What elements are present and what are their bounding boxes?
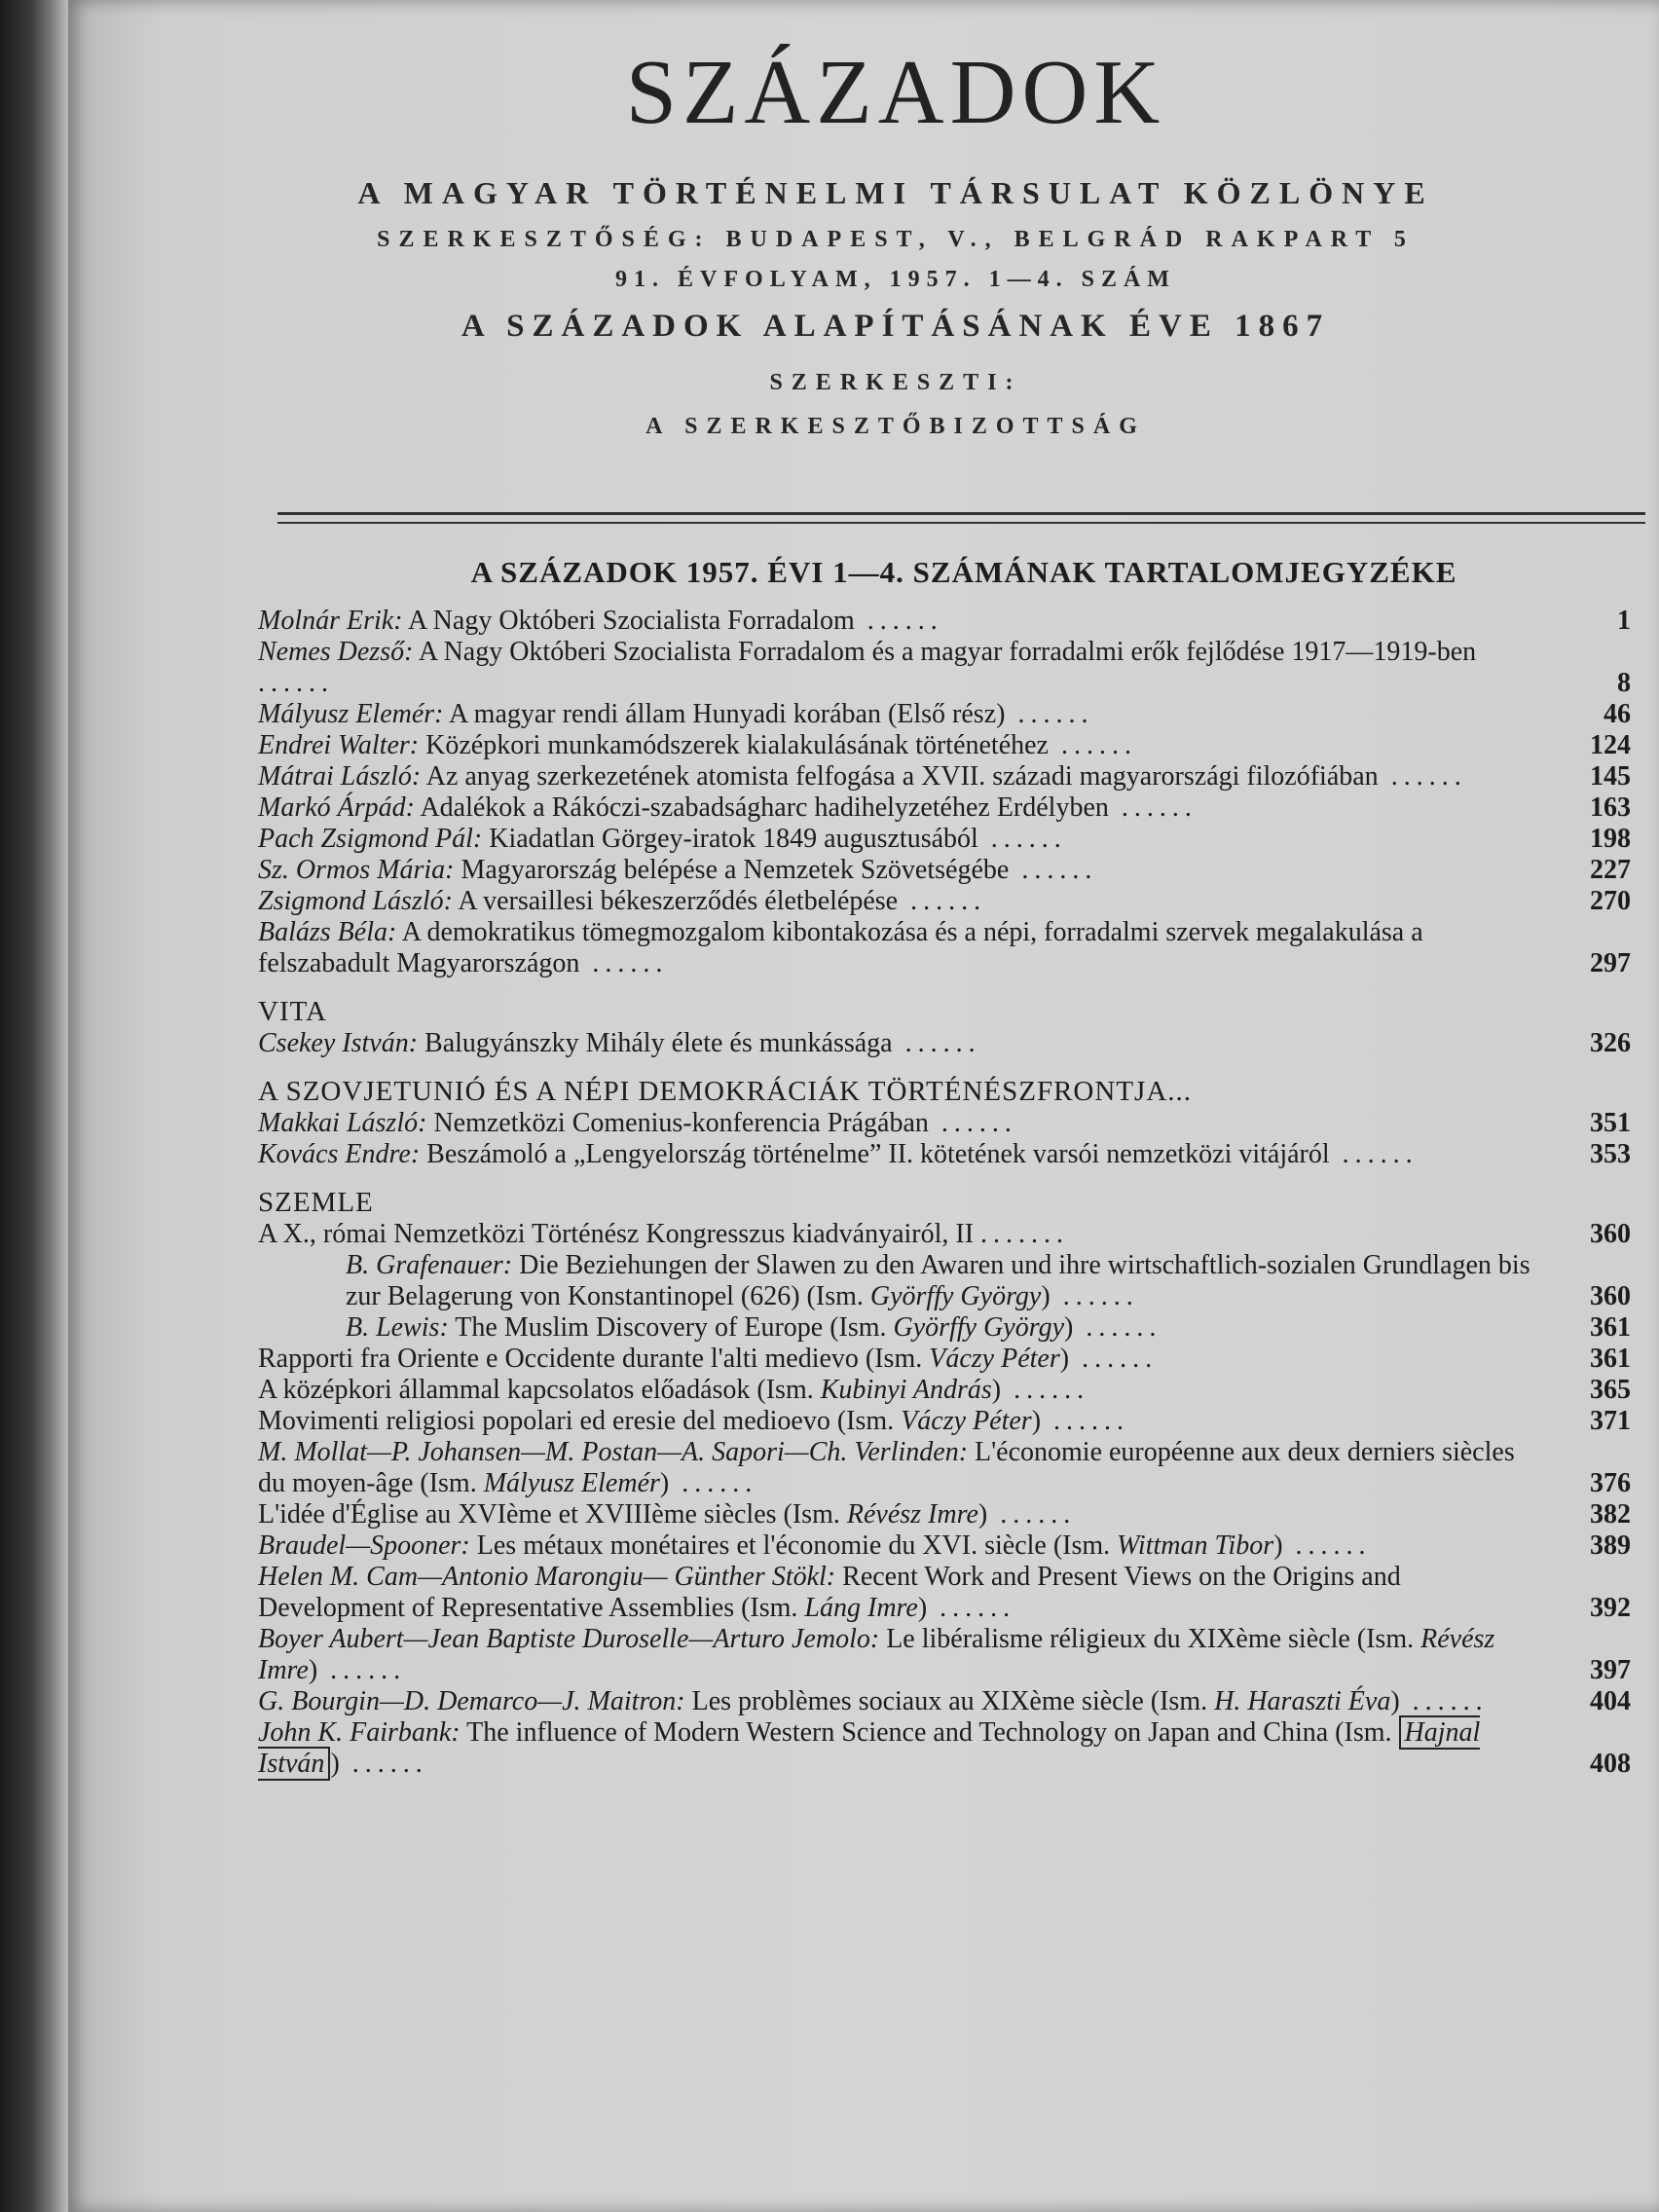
masthead [263, 39, 1529, 440]
entry-author: Pach Zsigmond Pál: [258, 824, 483, 854]
entry-title: Die Beziehungen der Slawen zu den Awaren und ihre wirtschaftlich-sozialen Grundlagen bis zur Belagerung von Konstantinopel (626) (Ism. [346, 1250, 1530, 1311]
list-item: Braudel—Spooner: Les métaux monétaires et l'économie du XVI. siècle (Ism. Wittman Tibor) ...... 389 [258, 1530, 1631, 1561]
szemle-list [258, 1250, 1631, 1780]
entry-author: B. Lewis: [346, 1312, 449, 1343]
list-item: Movimenti religiosi popolari ed eresie del medioevo (Ism. Váczy Péter) ...... 371 [258, 1406, 1631, 1436]
leader-dots: ...... [1399, 1686, 1489, 1716]
list-item [258, 1028, 1631, 1059]
page-number: 46 [1604, 699, 1631, 729]
list-item [258, 886, 1631, 917]
list-item [258, 637, 1631, 699]
entry-author: Mátrai László: [258, 761, 422, 792]
leader-dots: ...... [927, 1593, 1016, 1623]
list-item: M. Mollat—P. Johansen—M. Postan—A. Sapori—Ch. Verlinden: L'économie européenne aux deux derniers siècles du moyen-âge (Ism. Mályusz Elemér) ...... 376 [258, 1437, 1631, 1498]
entry-title: A középkori állammal kapcsolatos előadások (Ism. [258, 1375, 814, 1405]
page-number: 360 [1590, 1281, 1631, 1311]
entry-author: Csekey István: [258, 1028, 419, 1058]
page-number: 270 [1590, 886, 1631, 916]
list-item: L'idée d'Église au XVIème et XVIIIème siècles (Ism. Révész Imre) ...... 382 [258, 1499, 1631, 1530]
leader-dots: ...... [1378, 761, 1467, 792]
editor-label: SZERKESZTI: [769, 370, 1022, 395]
entry-title: L'économie européenne aux deux derniers siècles du moyen-âge (Ism. [258, 1437, 1515, 1498]
entry-author: Sz. Ormos Mária: [258, 855, 455, 885]
entry-reviewer: Kubinyi András [820, 1375, 992, 1405]
entry-reviewer: Györffy György [869, 1281, 1042, 1311]
leader-dots: ...... [987, 1499, 1077, 1530]
leader-dots: ...... [1001, 1375, 1090, 1405]
leader-dots: ...... [339, 1749, 428, 1779]
list-item: John K. Fairbank: The influence of Modern Western Science and Technology on Japan and China (Ism. Hajnal István ) ...... 408 [258, 1717, 1631, 1779]
leader-dots: ...... [317, 1655, 407, 1685]
entry-author: Helen M. Cam—Antonio Marongiu— Günther Stökl: [258, 1562, 836, 1592]
entry-title: Adalékok a Rákóczi-szabadságharc hadihelyzetéhez Erdélyben [420, 793, 1109, 823]
page-number: 297 [1590, 948, 1631, 978]
founding-year: A SZÁZADOK ALAPÍTÁSÁNAK ÉVE 1867 [461, 309, 1331, 344]
page-number: 389 [1590, 1530, 1631, 1561]
divider-rule [277, 512, 1645, 515]
divider-rule [277, 522, 1645, 524]
entry-author: Markó Árpád: [258, 793, 415, 823]
list-item: Helen M. Cam—Antonio Marongiu— Günther Stökl: Recent Work and Present Views on the Origins and Development of Representative Assemblies (Ism. Láng Imre) ...... 392 [258, 1562, 1631, 1623]
leader-dots: ...... [854, 606, 943, 636]
page-number: 227 [1590, 855, 1631, 885]
entry-reviewer: Révész Imre [846, 1499, 978, 1530]
leader-dots: ...... [1108, 793, 1198, 823]
leader-dots: ...... [1073, 1312, 1162, 1343]
list-item [258, 699, 1631, 730]
entry-author: Kovács Endre: [258, 1139, 421, 1169]
entry-title: A Nagy Októberi Szocialista Forradalom [408, 606, 855, 636]
entry-reviewer: Wittman Tibor [1117, 1530, 1274, 1561]
entry-reviewer: Láng Imre [804, 1593, 918, 1623]
list-item: A középkori állammal kapcsolatos előadások (Ism. Kubinyi András) ...... 365 [258, 1375, 1631, 1405]
leader-dots: ...... [1041, 1406, 1130, 1436]
page-number: 361 [1590, 1344, 1631, 1374]
leader-dots: ...... [928, 1108, 1017, 1138]
entry-author: John K. Fairbank: [258, 1717, 461, 1748]
page-number: 408 [1590, 1749, 1631, 1779]
entry-title: Az anyag szerkezetének atomista felfogása a XVII. századi magyarországi filozófiában [425, 761, 1379, 792]
vita-list [258, 1028, 1631, 1059]
page-number: 392 [1590, 1593, 1631, 1623]
leader-dots: ...... [1048, 730, 1137, 760]
entry-title: Recent Work and Present Views on the Origins and Development of Representative Assemblies (Ism. [258, 1562, 1401, 1623]
entry-author: Braudel—Spooner: [258, 1530, 470, 1561]
entry-reviewer: Váczy Péter [901, 1406, 1032, 1436]
entry-author: Endrei Walter: [258, 730, 420, 760]
page-number: 404 [1590, 1686, 1631, 1716]
entry-title: L'idée d'Église au XVIème et XVIIIème siècles (Ism. [258, 1499, 840, 1530]
page-number: 376 [1590, 1468, 1631, 1498]
entry-author: B. Grafenauer: [346, 1250, 513, 1280]
page-number: 351 [1590, 1108, 1631, 1138]
leader-dots: ...... [892, 1028, 981, 1058]
entry-title: Les problèmes sociaux au XIXème siècle (Ism. [691, 1686, 1208, 1716]
document-page [68, 0, 1659, 2212]
page-number: 145 [1590, 761, 1631, 792]
entry-author: Balázs Béla: [258, 917, 397, 947]
leader-dots: ...... [1050, 1281, 1139, 1311]
leader-dots: ...... [1009, 855, 1098, 885]
editorial-address: SZERKESZTŐSÉG: BUDAPEST, V., BELGRÁD RAKPART 5 [377, 227, 1415, 252]
entry-reviewer: Mályusz Elemér [483, 1468, 660, 1498]
entry-title: The Muslim Discovery of Europe (Ism. [455, 1312, 887, 1343]
entry-author: Nemes Dezső: [258, 637, 414, 667]
leader-dots: ...... [258, 668, 334, 698]
szovjet-list [258, 1108, 1631, 1170]
list-item: G. Bourgin—D. Demarco—J. Maitron: Les problèmes sociaux au XIXème siècle (Ism. H. Haraszti Éva) ...... 404 [258, 1686, 1631, 1716]
entry-title: Középkori munkamódszerek kialakulásának történetéhez [425, 730, 1049, 760]
leader-dots: ...... [579, 948, 669, 978]
entry-title: Balugyánszky Mihály élete és munkássága [424, 1028, 893, 1058]
leader-dots: ...... [898, 886, 987, 916]
list-item [258, 1139, 1631, 1170]
page-number: 397 [1590, 1655, 1631, 1685]
entry-title: Rapporti fra Oriente e Occidente durante l'alti medievo (Ism. [258, 1344, 923, 1374]
entry-author: Mályusz Elemér: [258, 699, 444, 729]
list-item [258, 730, 1631, 761]
list-item: Boyer Aubert—Jean Baptiste Duroselle—Arturo Jemolo: Le libéralisme réligieux du XIXème siècle (Ism. Révész Imre) ...... 397 [258, 1624, 1631, 1685]
section-heading-szemle: SZEMLE [258, 1187, 374, 1218]
page-number: 382 [1590, 1499, 1631, 1530]
entry-title: A Nagy Októberi Szocialista Forradalom és a magyar forradalmi erők fejlődése 1917—1919-ben [418, 637, 1477, 667]
entry-title: Les métaux monétaires et l'économie du XVI. siècle (Ism. [476, 1530, 1111, 1561]
page-number: 198 [1590, 824, 1631, 854]
entry-reviewer: Révész Imre [258, 1624, 1495, 1685]
leader-dots: ...... [1069, 1344, 1159, 1374]
list-item [258, 793, 1631, 824]
entry-reviewer: Hajnal István [258, 1717, 1481, 1779]
section-heading-vita: VITA [258, 996, 327, 1027]
page-number: 163 [1590, 793, 1631, 823]
list-item: A X., római Nemzetközi Történész Kongresszus kiadványairól, II ....... 360 [258, 1219, 1631, 1249]
list-item [258, 855, 1631, 886]
leader-dots: ...... [669, 1468, 758, 1498]
entry-reviewer: Váczy Péter [929, 1344, 1060, 1374]
entry-title: Kiadatlan Görgey-iratok 1849 augusztusából [489, 824, 978, 854]
page-number: 8 [1617, 668, 1631, 698]
entry-title: Beszámoló a „Lengyelország történelme” II. kötetének varsói nemzetközi vitájáról [426, 1139, 1330, 1169]
entry-title: Nemzetközi Comenius-konferencia Prágában [433, 1108, 929, 1138]
entry-author: Makkai László: [258, 1108, 427, 1138]
entry-title: A demokratikus tömegmozgalom kibontakozása és a népi, forradalmi szervek megalakulása a felszabadult Magyarországon [258, 917, 1423, 978]
list-item [258, 761, 1631, 793]
page-number: 1 [1617, 606, 1631, 636]
entry-title: A magyar rendi állam Hunyadi korában (Első rész) [448, 699, 1006, 729]
volume-info: 91. ÉVFOLYAM, 1957. 1—4. SZÁM [615, 267, 1176, 292]
list-item [258, 824, 1631, 855]
leader-dots: ...... [1329, 1139, 1419, 1169]
list-item [258, 917, 1631, 979]
journal-subtitle: A MAGYAR TÖRTÉNELMI TÁRSULAT KÖZLÖNYE [357, 175, 1434, 210]
entry-title: Movimenti religiosi popolari ed eresie del medioevo (Ism. [258, 1406, 895, 1436]
page-number: 365 [1590, 1375, 1631, 1405]
list-item [258, 1108, 1631, 1139]
entry-reviewer: H. Haraszti Éva [1214, 1686, 1391, 1716]
page-number: 326 [1590, 1028, 1631, 1058]
page-number: 361 [1590, 1312, 1631, 1343]
article-list [258, 606, 1631, 979]
toc-title: A SZÁZADOK 1957. ÉVI 1—4. SZÁMÁNAK TARTALOMJEGYZÉKE [470, 555, 1457, 589]
entry-title: Le libéralisme réligieux du XIXème siècle (Ism. [886, 1624, 1415, 1654]
list-item [258, 606, 1631, 637]
page-number: 124 [1590, 730, 1631, 760]
entry-author: M. Mollat—P. Johansen—M. Postan—A. Sapori—Ch. Verlinden: [258, 1437, 969, 1467]
leader-dots: ...... [977, 824, 1067, 854]
section-heading-szovjet: A SZOVJETUNIÓ ÉS A NÉPI DEMOKRÁCIÁK TÖRTÉNÉSZFRONTJA... [258, 1076, 1193, 1107]
entry-title: A X., római Nemzetközi Történész Kongresszus kiadványairól, II [258, 1219, 975, 1249]
entry-reviewer: Györffy György [893, 1312, 1064, 1343]
entry-title: Magyarország belépése a Nemzetek Szövetségébe [461, 855, 1010, 885]
entry-author: Boyer Aubert—Jean Baptiste Duroselle—Arturo Jemolo: [258, 1624, 880, 1654]
list-item: Rapporti fra Oriente e Occidente durante l'alti medievo (Ism. Váczy Péter) ...... 361 [258, 1344, 1631, 1374]
page-number: 360 [1590, 1219, 1631, 1249]
entry-author: Molnár Erik: [258, 606, 403, 636]
journal-title: SZÁZADOK [625, 42, 1166, 143]
list-item: B. Lewis: The Muslim Discovery of Europe (Ism. Györffy György) ...... 361 [346, 1312, 1631, 1343]
entry-title: A versaillesi békeszerződés életbelépése [458, 886, 899, 916]
list-item: B. Grafenauer: Die Beziehungen der Slawen zu den Awaren und ihre wirtschaftlich-sozialen Grundlagen bis zur Belagerung von Konstantinopel (626) (Ism. Györffy György) ...... 360 [346, 1250, 1631, 1311]
entry-title: The influence of Modern Western Science and Technology on Japan and China (Ism. [466, 1717, 1392, 1748]
book-spine [0, 0, 68, 2212]
page-number: 371 [1590, 1406, 1631, 1436]
leader-dots: ...... [1282, 1530, 1372, 1561]
editorial-board: A SZERKESZTŐBIZOTTSÁG [645, 414, 1146, 439]
leader-dots: ...... [1005, 699, 1094, 729]
page-number: 353 [1590, 1139, 1631, 1169]
entry-author: G. Bourgin—D. Demarco—J. Maitron: [258, 1686, 685, 1716]
table-of-contents [258, 555, 1631, 1780]
entry-author: Zsigmond László: [258, 886, 453, 916]
